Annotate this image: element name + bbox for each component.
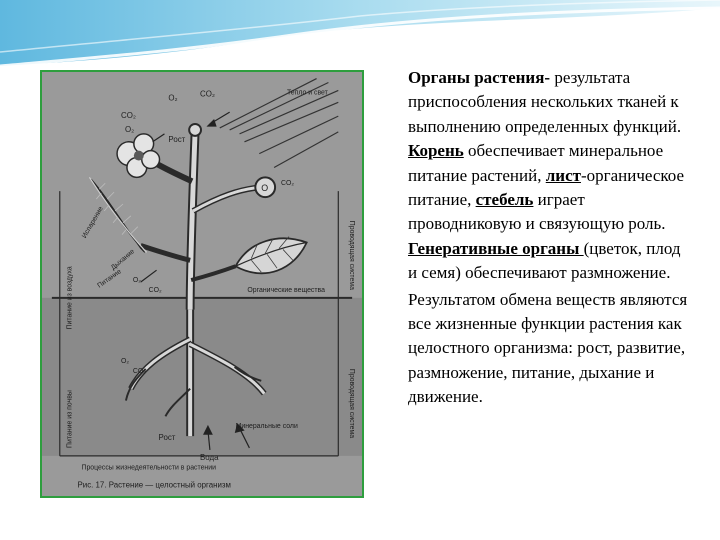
soil-area (42, 298, 362, 456)
label-o2-left: O₂ (124, 124, 135, 134)
term-stem: стебель (475, 190, 534, 210)
label-soil-nutrition: Питание из почвы (66, 390, 74, 448)
right-leaf (236, 237, 307, 274)
label-evaporation: Испарение (81, 205, 105, 240)
label-mineral-salts: Минеральные соли (235, 423, 298, 431)
label-light: Тепло и свет (286, 89, 328, 97)
label-growth-bottom: Рост (158, 433, 176, 443)
label-water: Вода (200, 452, 219, 462)
term-generative-organs: Генеративные органы (408, 238, 584, 258)
label-o2-root: O₂ (121, 358, 130, 366)
label-organic-matter: Органические вещества (247, 286, 325, 294)
label-conducting-top: Проводящая система (348, 220, 356, 290)
plant-figure (40, 70, 364, 498)
term-leaf: лист (545, 165, 581, 185)
figure-caption: Рис. 17. Растение — целостный организм (77, 480, 231, 490)
label-growth-top: Рост (168, 134, 186, 144)
label-co2-top: CO₂ (200, 89, 215, 99)
label-breathing: Дыхание (109, 248, 137, 272)
label-co2-leaf: CO₂ (148, 286, 162, 294)
label-conducting-bottom: Проводящая система (348, 368, 356, 439)
text-fragment: результата приспособления нескольких тканей к выполнению определенных функций. (408, 68, 682, 136)
description-text (390, 66, 690, 410)
text-fragment: играет проводниковую и связующую роль. (408, 190, 666, 234)
flower (117, 134, 159, 177)
paragraph-organs (390, 66, 690, 286)
label-co2-left: CO₂ (121, 111, 136, 121)
term-root: Корень (408, 141, 464, 161)
text-fragment: -органическое питание, (408, 165, 685, 210)
label-co2-root: CO₂ (132, 367, 146, 375)
paragraph-metabolism: Результатом обмена веществ являются все жизненные функции растения как целостного организма: рост, развитие, размножение, питание, дыхание и движение. (408, 289, 688, 407)
label-feeding: Питание (96, 268, 123, 290)
label-o-small: O (261, 183, 269, 194)
label-co2-small: CO₂ (281, 180, 295, 188)
label-processes: Процессы жизнедеятельности в растении (81, 464, 216, 472)
label-air-nutrition: Питание из воздуха (66, 266, 74, 330)
text-fragment: (цветок, плод и семя) обеспечивают размножение. (408, 238, 681, 283)
term-plant-organs: Органы растения- (408, 68, 551, 87)
label-o2-leaf: O₂ (132, 277, 141, 285)
text-fragment: обеспечивает минеральное питание растений, (408, 141, 664, 185)
label-o2-top: O₂ (168, 93, 178, 103)
